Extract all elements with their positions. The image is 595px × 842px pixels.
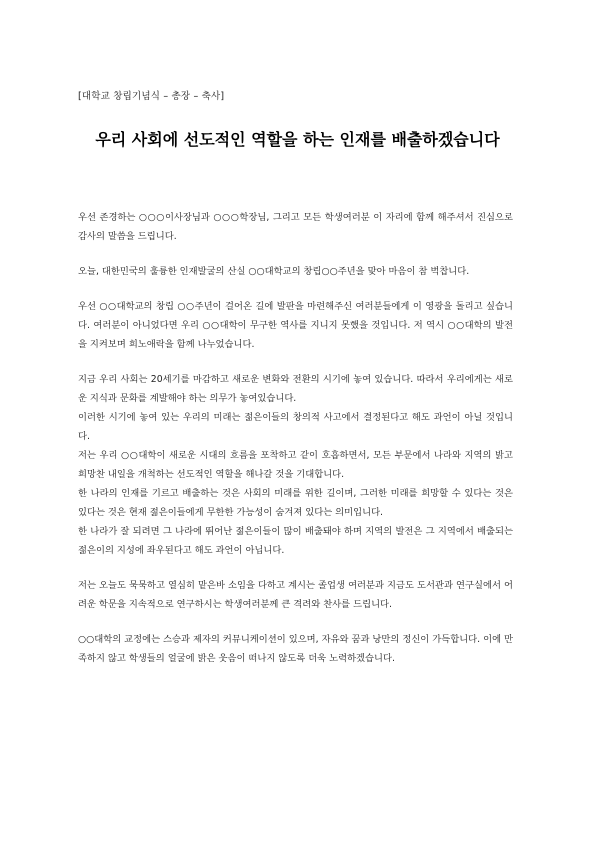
document-body	[78, 208, 513, 668]
paragraph: 이러한 시기에 놓여 있는 우리의 미래는 젊은이들의 창의적 사고에서 결정된다고 해도 과언이 아닐 것입니다.	[78, 412, 513, 442]
document-title: 우리 사회에 선도적인 역할을 하는 인재를 배출하겠습니다	[95, 130, 500, 149]
paragraph: 오늘, 대한민국의 훌륭한 인재발굴의 산실 ○○대학교의 창립○○주년을 맞아 마음이 참 벅찹니다.	[78, 266, 470, 277]
document-tag: [대학교 창립기념식 – 총장 – 축사]	[78, 91, 225, 102]
paragraph: 우선 ○○대학교의 창립 ○○주년이 걸어온 길에 발판을 마련해주신 여러분들에게 이 영광을 돌리고 싶습니다. 여러분이 아니었다면 우리 ○○대학이 무구한 역사를 지니지 못했을 것입니다. 저 역시 ○○대학의 발전을 지켜보며 희노애락을 함께 나누었습니다.	[78, 301, 513, 350]
paragraph: 우선 존경하는 ○○○이사장님과 ○○○학장님, 그리고 모든 학생여러분 이 자리에 함께 해주셔서 진심으로 감사의 말씀을 드립니다.	[78, 212, 513, 242]
paragraph: 지금 우리 사회는 20세기를 마감하고 새로운 변화와 전환의 시기에 놓여 있습니다. 따라서 우리에게는 새로운 지식과 문화를 계발해야 하는 의무가 놓여있습니다.	[78, 374, 513, 404]
paragraph: 한 나라가 잘 되려면 그 나라에 뛰어난 젊은이들이 많이 배출돼야 하며 지역의 발전은 그 지역에서 배출되는 젊은이의 지성에 좌우된다고 해도 과언이 아닙니다.	[78, 526, 513, 556]
paragraph: 저는 오늘도 묵묵하고 열심히 맡은바 소임을 다하고 계시는 졸업생 여러분과 지금도 도서관과 연구실에서 어려운 학문을 지속적으로 연구하시는 학생여러분께 큰 격려와 찬사를 드립니다.	[78, 580, 513, 610]
paragraph: ○○대학의 교정에는 스승과 제자의 커뮤니케이션이 있으며, 자유와 꿈과 낭만의 정신이 가득합니다. 이에 만족하지 않고 학생들의 얼굴에 밝은 웃음이 떠나지 않도록 더욱 노력하겠습니다.	[78, 634, 513, 664]
paragraph: 한 나라의 인재를 기르고 배출하는 것은 사회의 미래를 위한 길이며, 그러한 미래를 희망할 수 있다는 것은 있다는 것은 현재 젊은이들에게 무한한 가능성이 숨겨져 있다는 의미입니다.	[78, 488, 513, 518]
paragraph: 저는 우리 ○○대학이 새로운 시대의 흐름을 포착하고 같이 호흡하면서, 모든 부문에서 나라와 지역의 밝고 희망찬 내일을 개척하는 선도적인 역할을 해나갈 것을 기대합니다.	[78, 450, 513, 480]
